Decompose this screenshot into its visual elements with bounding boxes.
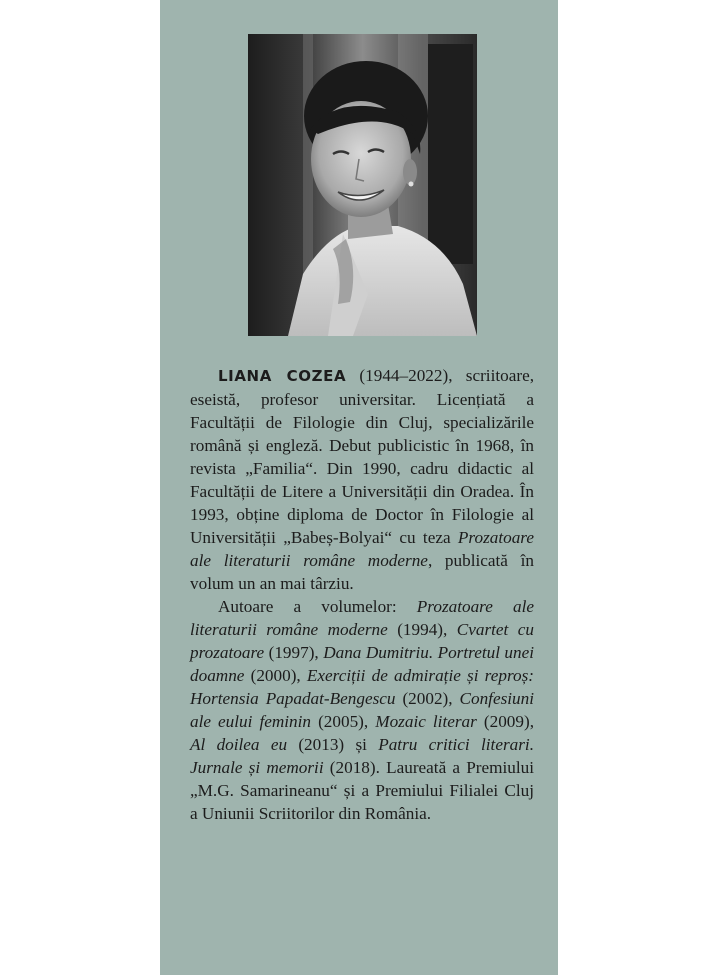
bio-text: Autoare a volumelor:	[218, 597, 417, 616]
bio-paragraph-2	[190, 595, 534, 825]
bio-text: (2000),	[244, 666, 307, 685]
bio-text: , publicată în volum un an mai târziu.	[190, 551, 534, 593]
portrait-icon	[248, 34, 477, 336]
bio-text: (2002),	[395, 689, 460, 708]
bio-text: (1994),	[387, 620, 457, 639]
book-title-italic: Exerciții de admirație și reproș: Hortensia Papadat-Bengescu	[190, 666, 535, 708]
author-biography	[190, 364, 534, 825]
author-portrait-photo	[248, 34, 477, 336]
book-title-italic: Prozatoare ale literaturii române moderne	[190, 597, 534, 639]
book-title-italic: Dana Dumitriu. Portretul unei doamne	[190, 643, 534, 685]
book-title-italic: Al doilea eu	[190, 735, 288, 754]
bio-text: (1944–2022), scriitoare, eseistă, profesor universitar. Licențiată a Facultății de Filologie din Cluj, specializările română și engleză. Debut publicistic în 1968, în revista „Familia“. Din 1990, cadru didactic al Facultății de Litere a Universității din Oradea. În 1993, obține diploma de Doctor în Filologie al Universității „Babeș-Bolyai“ cu teza	[190, 366, 535, 547]
book-title-italic: Cvartet cu prozatoare	[190, 620, 535, 662]
bio-text: (2018). Laureată a Premiului „M.G. Samarineanu“ și a Premiului Filialei Cluj a Uniunii Scriitorilor din România.	[190, 758, 534, 823]
book-title-italic: Mozaic literar	[375, 712, 477, 731]
book-title-italic: Prozatoare ale literaturii române moderne	[190, 528, 534, 570]
bio-text: (2013) și	[287, 735, 379, 754]
bio-text: (2005),	[311, 712, 376, 731]
bio-text: (1997),	[264, 643, 324, 662]
book-title-italic: Patru critici literari. Jurnale și memorii	[190, 735, 534, 777]
author-name: LIANA COZEA	[218, 367, 347, 385]
book-flap	[160, 0, 558, 975]
bio-paragraph-1	[190, 364, 534, 595]
book-title-italic: Confesiuni ale eului feminin	[190, 689, 534, 731]
bio-text: (2009),	[476, 712, 534, 731]
